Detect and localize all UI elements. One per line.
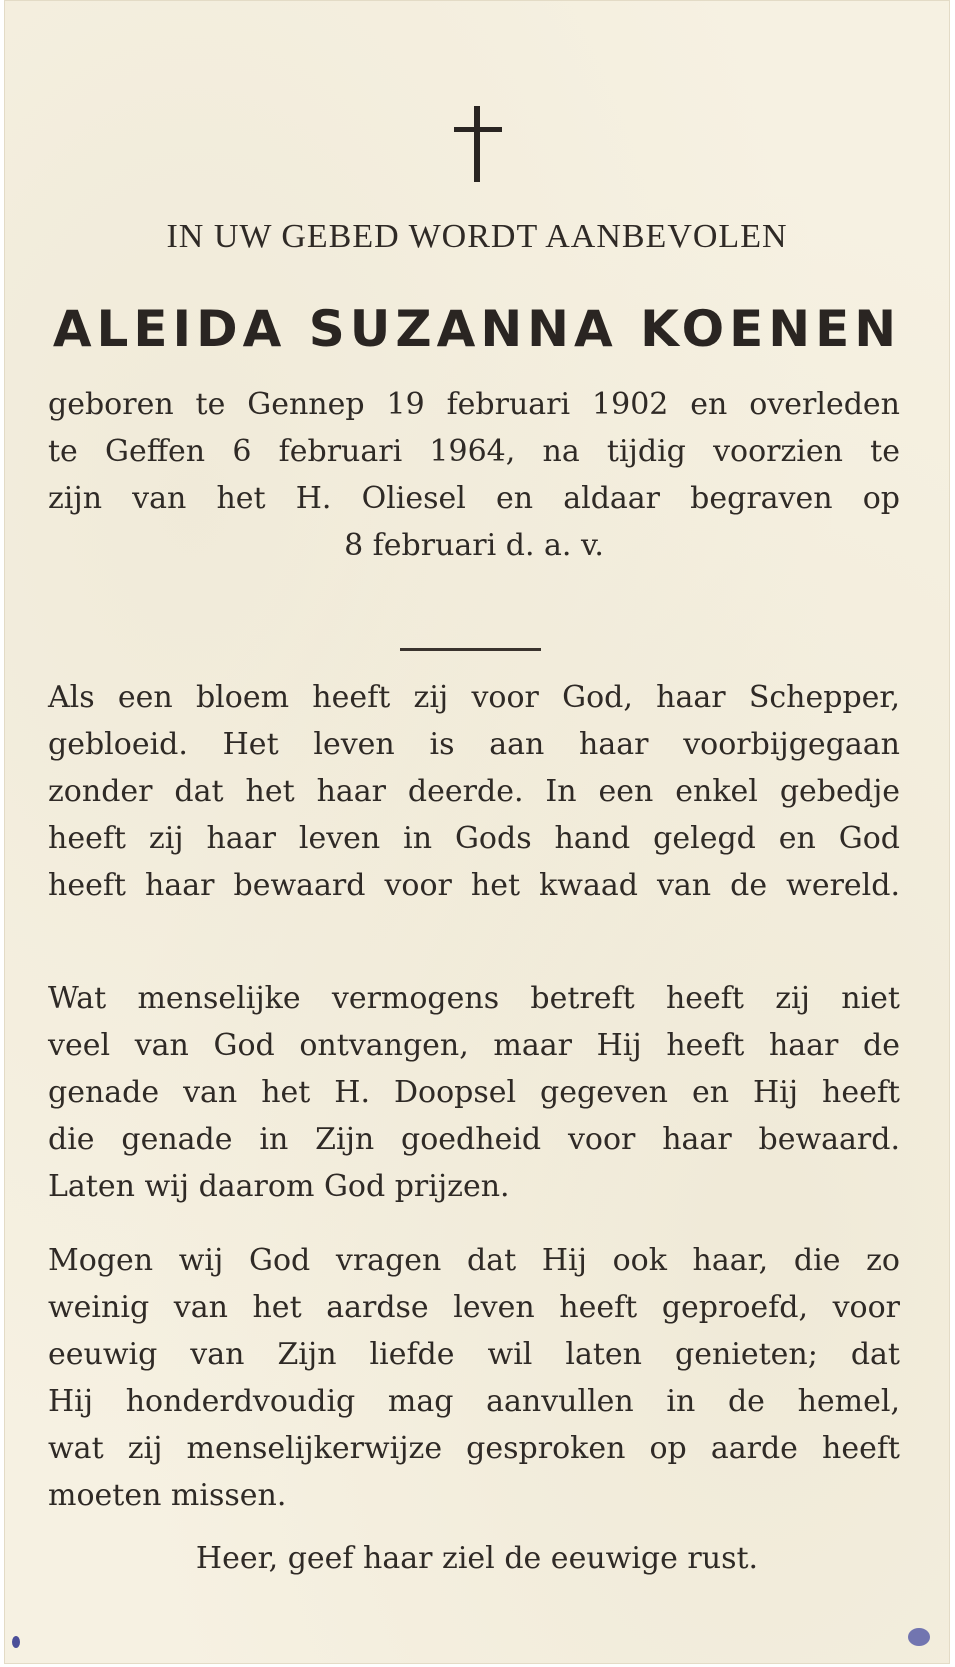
intro-line: zijn van het H. Oliesel en aldaar begraven op xyxy=(48,481,900,516)
divider xyxy=(400,648,541,651)
text-line: die genade in Zijn goedheid voor haar bewaard. xyxy=(48,1122,900,1157)
text-line: Laten wij daarom God prijzen. xyxy=(48,1169,510,1204)
text-line: gebloeid. Het leven is aan haar voorbijgegaan xyxy=(48,727,900,762)
memorial-card xyxy=(4,0,950,1664)
cross-icon xyxy=(454,106,502,182)
paragraph-1 xyxy=(48,674,900,909)
text-line: genade van het H. Doopsel gegeven en Hij heeft xyxy=(48,1075,900,1110)
intro-line: 8 februari d. a. v. xyxy=(344,528,604,563)
text-line: Hij honderdvoudig mag aanvullen in de hemel, xyxy=(48,1384,900,1419)
text-line: wat zij menselijkerwijze gesproken op aarde heeft xyxy=(48,1431,900,1466)
text-line: eeuwig van Zijn liefde wil laten genieten; dat xyxy=(48,1337,900,1372)
dedication-heading: IN UW GEBED WORDT AANBEVOLEN xyxy=(166,218,788,255)
text-line: heeft haar bewaard voor het kwaad van de wereld. xyxy=(48,868,900,903)
text-line: weinig van het aardse leven heeft geproefd, voor xyxy=(48,1290,900,1325)
text-line: Mogen wij God vragen dat Hij ook haar, die zo xyxy=(48,1243,900,1278)
ink-spot xyxy=(12,1636,20,1648)
intro-line: geboren te Gennep 19 februari 1902 en overleden xyxy=(48,387,900,422)
closing-prayer: Heer, geef haar ziel de eeuwige rust. xyxy=(195,1541,759,1576)
intro-line: te Geffen 6 februari 1964, na tijdig voorzien te xyxy=(48,434,900,469)
text-line: Als een bloem heeft zij voor God, haar Schepper, xyxy=(48,680,900,715)
stamp-mark xyxy=(908,1628,930,1646)
text-line: veel van God ontvangen, maar Hij heeft haar de xyxy=(48,1028,900,1063)
deceased-name: ALEIDA SUZANNA KOENEN xyxy=(52,300,902,358)
paragraph-2 xyxy=(48,975,900,1210)
paragraph-3 xyxy=(48,1237,900,1519)
text-line: heeft zij haar leven in Gods hand gelegd en God xyxy=(48,821,900,856)
text-line: moeten missen. xyxy=(48,1478,287,1513)
text-line: Wat menselijke vermogens betreft heeft zij niet xyxy=(48,981,900,1016)
text-line: zonder dat het haar deerde. In een enkel gebedje xyxy=(48,774,900,809)
life-dates-paragraph xyxy=(48,381,900,569)
